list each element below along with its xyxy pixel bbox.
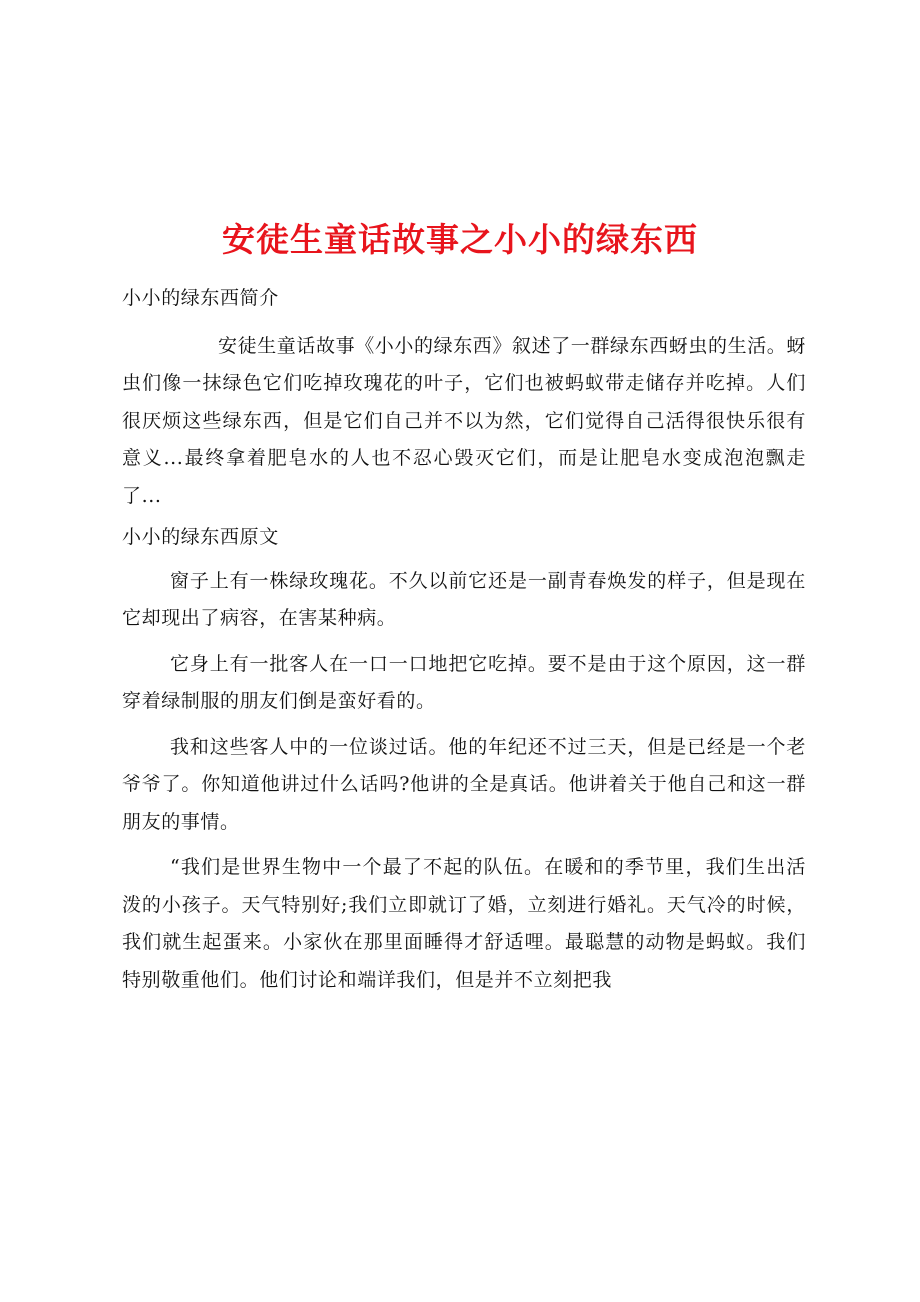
body-paragraph-4: “我们是世界生物中一个最了不起的队伍。在暖和的季节里，我们生出活泼的小孩子。天气特别好;我们立即就订了婚，立刻进行婚礼。天气冷的时候，我们就生起蛋来。小家伙在那里面睡得才舒适哩。最聪慧的动物是蚂蚁。我们特别敬重他们。他们讨论和端详我们，但是并不立刻把我 xyxy=(122,856,806,991)
original-heading: 小小的绿东西原文 xyxy=(122,526,279,548)
page-title: 安徒生童话故事之小小的绿东西 xyxy=(222,220,698,260)
intro-heading: 小小的绿东西简介 xyxy=(122,287,279,309)
document-body xyxy=(122,280,806,999)
body-paragraph-2: 它身上有一批客人在一口一口地把它吃掉。要不是由于这个原因，这一群穿着绿制服的朋友们倒是蛮好看的。 xyxy=(122,652,806,712)
body-paragraph-1: 窗子上有一株绿玫瑰花。不久以前它还是一副青春焕发的样子，但是现在它却现出了病容，在害某种病。 xyxy=(122,569,806,629)
body-paragraph-3: 我和这些客人中的一位谈过话。他的年纪还不过三天，但是已经是一个老爷爷了。你知道他讲过什么话吗?他讲的全是真话。他讲着关于他自己和这一群朋友的事情。 xyxy=(122,735,806,833)
intro-paragraph: 安徒生童话故事《小小的绿东西》叙述了一群绿东西蚜虫的生活。蚜虫们像一抹绿色它们吃掉玫瑰花的叶子，它们也被蚂蚁带走储存并吃掉。人们很厌烦这些绿东西，但是它们自己并不以为然，它们觉得自己活得很快乐很有意义...最终拿着肥皂水的人也不忍心毁灭它们，而是让肥皂水变成泡泡飘走了... xyxy=(122,334,807,507)
